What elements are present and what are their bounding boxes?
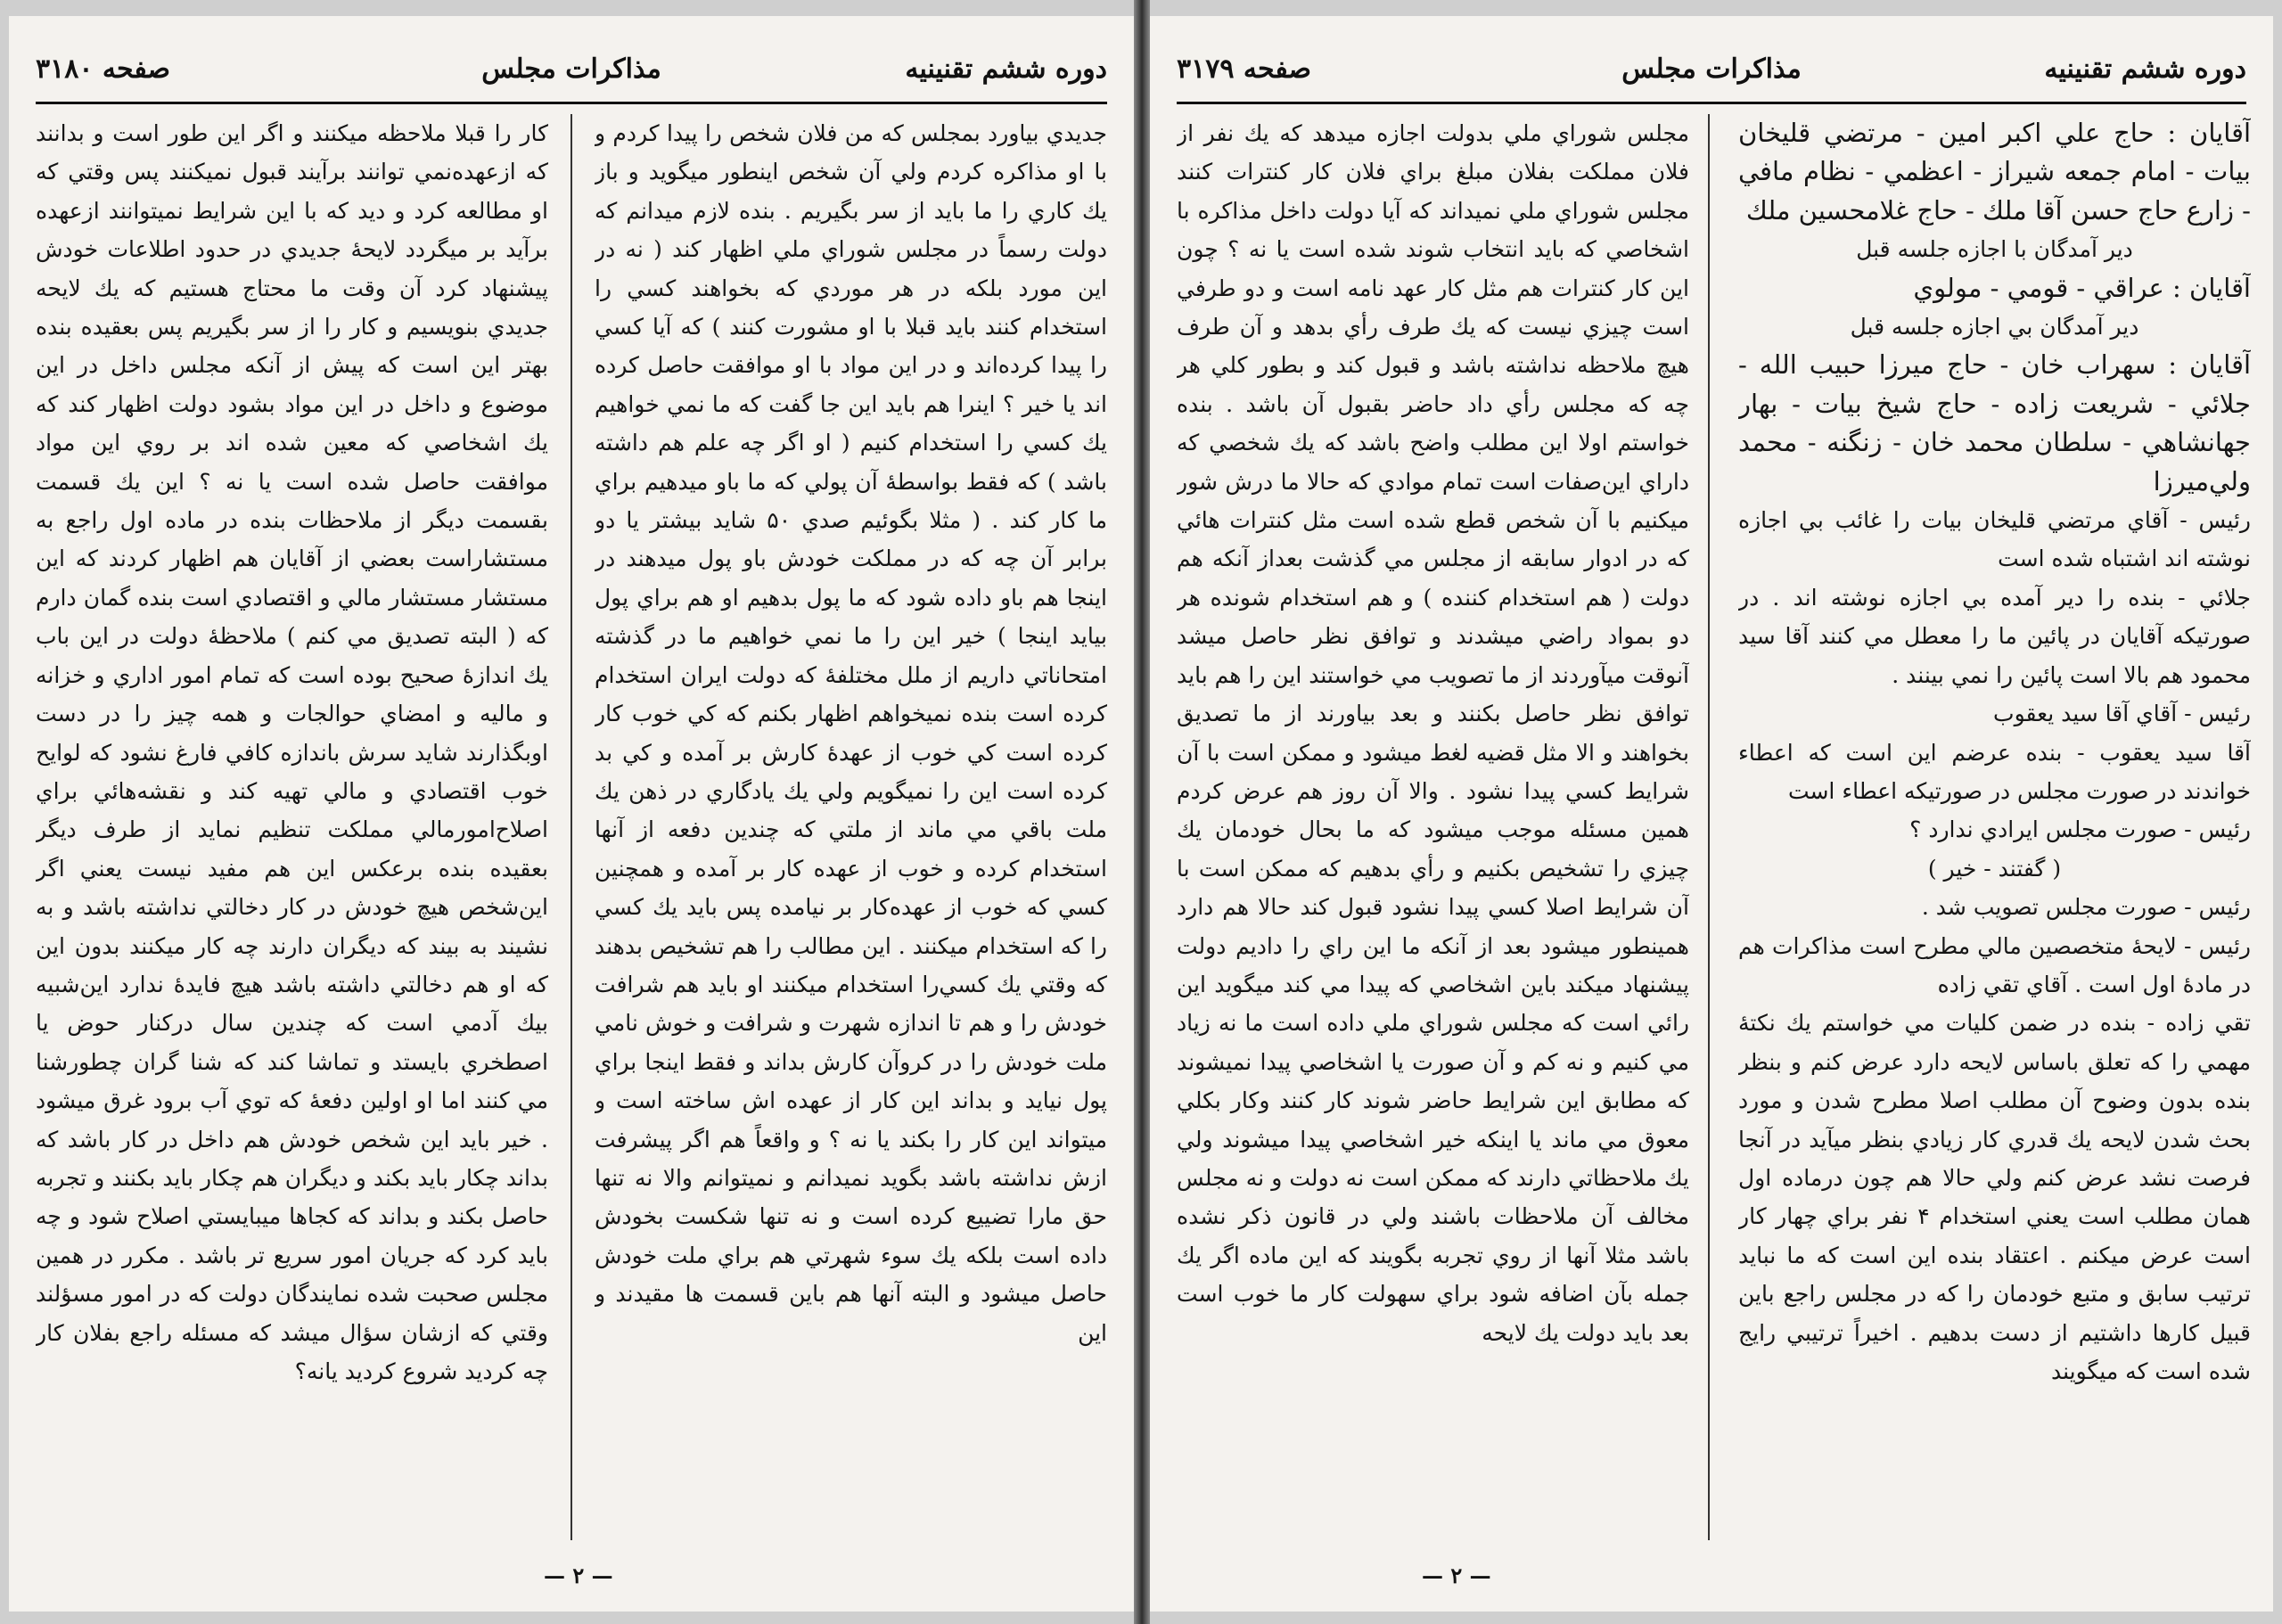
- right-page-header: [1177, 52, 2246, 104]
- right-page-folio: — ۲ —: [1422, 1562, 1491, 1588]
- paragraph: آقايان : عراقي - قومي - مولوي: [1913, 272, 2251, 303]
- right-header-page-number: صفحه ۳۱۷۹: [1177, 53, 1311, 85]
- column-divider: [1708, 114, 1710, 1540]
- paragraph: رئيس - لايحهٔ متخصصين مالي مطرح است مذاكرات هم در مادهٔ اول است . آقاي تقي زاده: [1738, 932, 2251, 997]
- paragraph: جديدي بياورد بمجلس كه من فلان شخص را پيدا كردم و با او مذاكره كردم ولي آن شخص اينطور ميگويد و باز يك كاري را ما بايد از سر بگيريم . بنده لازم ميدانم كه دولت رسماً در مجلس شوراي ملي اظهار كند ( نه در اين مورد بلكه در هر موردي كه بخواهند كسي را استخدام كنند بايد قبلا با او مشورت كنند ) كه آيا كسي را پيدا كرده‌اند و در اين مواد با او موافقت حاصل كرده اند يا خير ؟ اينرا هم بايد اين جا گفت كه ما نمي خواهيم يك كسي را استخدام كنيم ( او اگر چه علم هم داشته باشد ) كه فقط بواسطهٔ آن پولي كه ما باو ميدهيم براي ما كار كند . ( مثلا بگوئيم صدي ۵۰ شايد بيشتر يا دو برابر آن چه كه در مملكت خودش باو پول ميدهند در اينجا هم باو داده شود كه ما پول بدهيم او هم براي پول بيايد اينجا ) خير اين را ما نمي خواهيم ما در گذشته امتحاناتي داريم از ملل مختلفهٔ كه دولت ايران استخدام كرده است بنده نميخواهم اظهار بكنم كه كي خوب كار كرده است كي خوب از عهدهٔ كارش بر آمده و كي بد كرده است اين را نميگويم ولي يك يادگاري در ذهن يك ملت باقي مي ماند از ملتي كه چندين دفعه از آنها استخدام كرده و خوب از عهده كار بر آمده و همچنين كسي كه خوب از عهده‌كار بر نيامده پس بايد يك كسي را كه استخدام ميكنند . اين مطالب را هم تشخيص بدهند كه وقتي يك كسي‌را استخدام ميكنند او بايد هم شرافت خودش را و هم تا اندازه شهرت و شرافت و خوش نامي ملت خودش را در كروآن كارش بداند و فقط اينجا براي پول نيايد و بداند اين كار از عهده اش ساخته است و ميتواند اين كار را بكند يا نه ؟ و واقعاً هم اگر پيشرفت ازش نداشته باشد بگويد نميدانم و نميتوانم والا نه تنها حق مارا تضييع كرده است و نه تنها شكست بخودش داده است بلكه يك سوء شهرتي هم براي ملت خودش حاصل ميشود و البته آنها هم باين قسمت ها مقيدند و اين: [595, 120, 1107, 1346]
- paragraph: رئيس - آقاي مرتضي قليخان بيات را غائب بي اجازه نوشته اند اشتباه شده است: [1738, 507, 2251, 572]
- centered-heading: دير آمدگان با اجازه جلسه قبل: [1856, 236, 2133, 263]
- left-page-header: [36, 52, 1107, 104]
- paragraph: كار را قبلا ملاحظه ميكنند و اگر اين طور است و بدانند كه ازعهده‌نمي توانند برآيند قبول نميكنند پس وقتي كه او مطالعه كرد و ديد كه با اين شرايط نميتوانند ازعهده برآيد بر ميگردد لايحهٔ جديدي در حدود اطلاعات خودش پيشنهاد كرد آن وقت ما محتاج هستيم كه يك لايحه جديدي بنويسيم و كار را از سر بگيريم پس بعقيده بنده بهتر اين است كه پيش از آنكه مجلس داخل در اين موضوع و داخل در اين مواد بشود دولت اظهار كند كه يك اشخاصي كه معين شده اند بر روي اين مواد موافقت حاصل شده است يا نه ؟ اين يك قسمت بقسمت ديگر از ملاحظات بنده در ماده اول راجع به مستشاراست بعضي از آقايان هم اظهار كردند كه اين مستشار مستشار مالي و اقتصادي است بنده گمان دارم كه ( البته تصديق مي كنم ) ملاحظهٔ دولت در اين باب يك اندازهٔ صحيح بوده است كه تمام امور اداري و خزانه و ماليه و امضاي حوالجات و همه چيز را در دست اوبگذارند شايد سرش باندازه كافي فارغ نشود كه لوايح خوب اقتصادي و مالي تهيه كند و نقشه‌هائي براي اصلاح‌امورمالي مملكت تنظيم نمايد از طرف ديگر بعقيده بنده برعكس اين هم مفيد نيست يعني اگر اين‌شخص هيچ خودش در كار دخالتي نداشته باشد و به نشيند به بيند كه ديگران دارند چه كار ميكنند بدون اين كه او هم دخالتي داشته باشد هيچ فايدهٔ ندارد اين‌شبيه بيك آدمي است كه چندين سال دركنار حوض يا اصطخري بايستد و تماشا كند كه شنا گران چطورشنا مي كنند اما او اولين دفعهٔ كه توي آب برود غرق ميشود . خير بايد اين شخص خودش هم داخل در كار باشد كه بداند چكار بايد بكند و ديگران هم چكار بايد بكنند و تجربه حاصل بكند و بداند كه كجاها ميبايستي اصلاح شود و چه بايد كرد كه جريان امور سريع تر باشد . مكرر در همين مجلس صحبت شده نمايندگان دولت كه در امور مسؤلند وقتي كه ازشان سؤال ميشد كه مسئله راجع بفلان كار چه كرديد شروع كرديد يانه؟: [36, 120, 548, 1384]
- centered-heading: ( گفتند - خير ): [1927, 855, 2062, 882]
- left-header-page-number: صفحه ۳۱۸۰: [36, 53, 170, 85]
- left-header-session: دوره ششم تقنينيه: [905, 53, 1107, 85]
- paragraph: آقايان : حاج علي اكبر امين - مرتضي قليخان بيات - امام جمعه شيراز - اعظمي - نظام مافي - زارع حاج حسن آقا ملك - حاج غلامحسين ملك: [1738, 118, 2251, 226]
- paragraph: تقي زاده - بنده در ضمن كليات مي خواستم يك نكتهٔ مهمي را كه تعلق باساس لايحه دارد عرض كنم و بنظر بنده بدون وضوح آن مطلب اصلا مطرح شدن و مورد بحث شدن لايحه يك قدري كار زيادي بنظر ميآيد در آنجا فرصت نشد عرض كنم ولي حالا هم چون درماده اول همان مطلب است يعني استخدام ۴ نفر براي چهار كار است عرض ميكنم . اعتقاد بنده اين است كه ما نبايد ترتيب سابق و متبع خودمان را كه در مجلس راجع باين قبيل كارها داشتيم از دست بدهيم . اخيراً ترتيبي رايج شده است كه ميگويند: [1738, 1010, 2251, 1384]
- paragraph: رئيس - آقاي آقا سيد يعقوب: [1993, 701, 2251, 727]
- left-page-folio: — ۲ —: [544, 1562, 613, 1588]
- left-page: [9, 16, 1134, 1612]
- paragraph: مجلس شوراي ملي بدولت اجازه ميدهد كه يك نفر از فلان مملكت بفلان مبلغ براي فلان كار كنترات كنند مجلس شوراي ملي نميداند كه آيا دولت داخل مذاكره با اشخاصي كه بايد انتخاب شوند شده است يا نه ؟ چون اين كار كنترات هم مثل كار عهد نامه است و دو طرفي است چيزي نيست كه يك طرف رأي بدهد و آن طرف هيچ ملاحظه نداشته باشد و قبول كند و بطور كلي هر چه كه مجلس رأي داد حاضر بقبول آن باشد . بنده خواستم اولا اين مطلب واضح باشد كه يك شخصي كه داراي اين‌صفات است تمام موادي كه حالا ما درش شور ميكنيم با آن شخص قطع شده است مثل كنترات هائي كه در ادوار سابقه از مجلس مي گذشت بعداز آنكه هم دولت ( هم استخدام كننده ) و هم استخدام شونده هر دو بمواد راضي ميشدند و توافق نظر حاصل ميشد آنوقت ميآوردند از ما تصويب مي خواستند اين را هم بايد توافق نظر حاصل بكنند و بعد بياورند از ما تصديق بخواهند و الا مثل قضيه لغط ميشود و ممكن است با آن شرايط كسي پيدا نشود . والا آن روز هم عرض كردم همين مسئله موجب ميشود كه ما بحال خودمان يك چيزي را تشخيص بكنيم و رأي بدهيم كه ممكن است با آن شرايط اصلا كسي پيدا نشود قبول كند حالا هم دارد همينطور ميشود بعد از آنكه ما اين راي را داديم دولت پيشنهاد ميكند باين اشخاصي كه پيدا مي كند ميگويد اين رائي است كه مجلس شوراي ملي داده است ما نه زياد مي كنيم و نه كم و آن صورت يا اشخاصي پيدا نميشوند كه مطابق اين شرايط حاضر شوند كار كنند وكار بكلي معوق مي ماند يا اينكه خير اشخاصي پيدا ميشوند ولي يك ملاحظاتي دارند كه ممكن است نه دولت و نه مجلس مخالف آن ملاحظات باشند ولي در قانون ذكر نشده باشد مثلا آنها از روي تجربه بگويند كه اين ماده اگر يك جمله بآن اضافه شود براي سهولت كار ما خوب است بعد بايد دولت يك لايحه: [1177, 120, 1689, 1346]
- centered-heading: دير آمدگان بي اجازه جلسه قبل: [1850, 314, 2139, 340]
- paragraph: رئيس - صورت مجلس ايرادي ندارد ؟: [1909, 816, 2251, 843]
- paragraph: جلائي - بنده را دير آمده بي اجازه نوشته اند . در صورتيكه آقايان در پائين ما را معطل مي كنند آقا سيد محمود هم بالا است پائين را نمي بينند .: [1738, 584, 2251, 688]
- right-header-session: دوره ششم تقنينيه: [2044, 53, 2246, 85]
- left-page-right-column: [595, 114, 1107, 1585]
- paragraph: آقايان : سهراب خان - حاج ميرزا حبيب الله - جلائي - شريعت زاده - حاج شيخ بيات - بهار جهانشاهي - سلطان محمد خان - زنگنه - محمد ولي‌ميرزا: [1738, 349, 2251, 496]
- right-page: [1150, 16, 2273, 1612]
- column-divider: [570, 114, 572, 1540]
- right-header-title: مذاكرات مجلس: [1621, 53, 1802, 85]
- right-page-left-column: [1177, 114, 1689, 1585]
- paragraph: آقا سيد يعقوب - بنده عرضم اين است كه اعطاء خواندند در صورت مجلس در صورتيكه اعطاء است: [1738, 739, 2251, 804]
- left-page-left-column: [36, 114, 548, 1585]
- paragraph: رئيس - صورت مجلس تصويب شد .: [1921, 894, 2251, 921]
- right-page-right-column: [1738, 114, 2251, 1585]
- left-header-title: مذاكرات مجلس: [481, 53, 661, 85]
- book-gutter: [1134, 0, 1150, 1624]
